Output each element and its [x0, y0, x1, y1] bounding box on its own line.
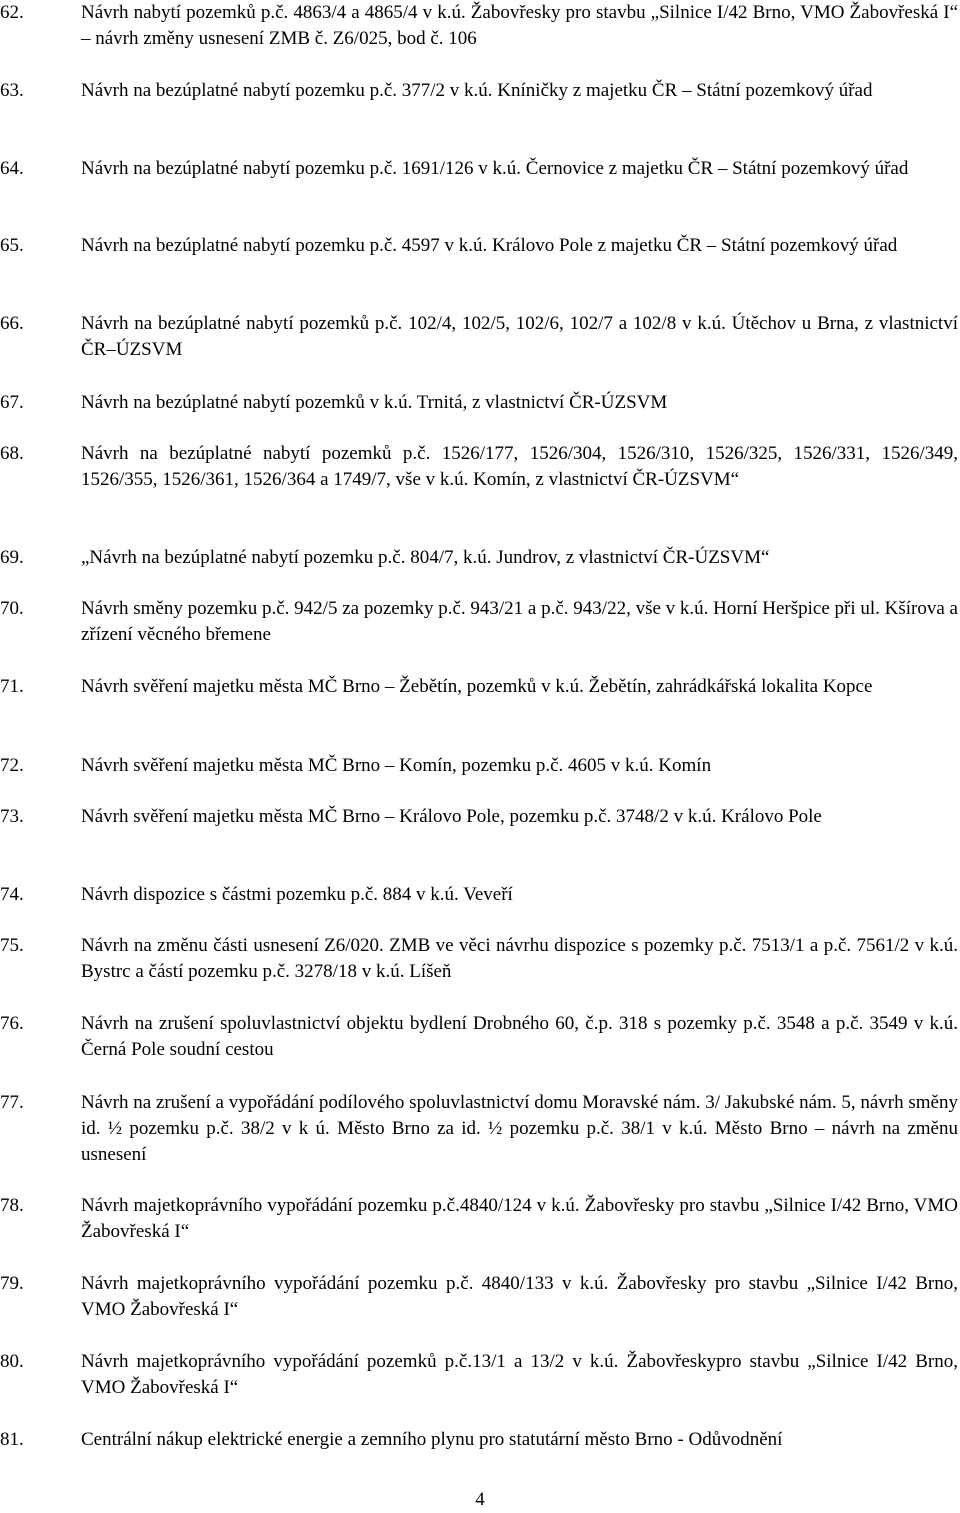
item-text: Návrh na bezúplatné nabytí pozemků p.č. 102/4, 102/5, 102/6, 102/7 a 102/8 v k.ú. Útěchov u Brna, z vlastnictví ČR–ÚZSVM: [81, 313, 958, 360]
item-number: 78.: [0, 1195, 24, 1216]
item-number: 79.: [0, 1273, 24, 1294]
item-number: 77.: [0, 1092, 24, 1113]
item-text: Návrh směny pozemku p.č. 942/5 za pozemky p.č. 943/21 a p.č. 943/22, vše v k.ú. Horní Heršpice při ul. Kšírova a zřízení věcného břemene: [81, 598, 958, 645]
item-number: 63.: [0, 80, 24, 101]
item-number: 80.: [0, 1351, 24, 1372]
item-text: „Návrh na bezúplatné nabytí pozemku p.č. 804/7, k.ú. Jundrov, z vlastnictví ČR-ÚZSVM“: [81, 547, 770, 568]
item-text: Návrh na změnu části usnesení Z6/020. ZMB ve věci návrhu dispozice s pozemky p.č. 7513/1 a p.č. 7561/2 v k.ú. Bystrc a částí pozemku p.č. 3278/18 v k.ú. Líšeň: [81, 935, 958, 982]
item-text: Návrh nabytí pozemků p.č. 4863/4 a 4865/4 v k.ú. Žabovřesky pro stavbu „Silnice I/42 Brno, VMO Žabovřeská I“ – návrh změny usnesení ZMB č. Z6/025, bod č. 106: [81, 2, 958, 49]
item-text: Návrh na bezúplatné nabytí pozemku p.č. 1691/126 v k.ú. Černovice z majetku ČR – Státní pozemkový úřad: [81, 158, 909, 179]
item-number: 73.: [0, 806, 24, 827]
item-number: 71.: [0, 676, 24, 697]
item-text: Návrh na bezúplatné nabytí pozemku p.č. 4597 v k.ú. Královo Pole z majetku ČR – Státní pozemkový úřad: [81, 235, 898, 256]
item-text: Návrh svěření majetku města MČ Brno – Komín, pozemku p.č. 4605 v k.ú. Komín: [81, 755, 712, 776]
item-text: Centrální nákup elektrické energie a zemního plynu pro statutární město Brno - Odůvodnění: [81, 1429, 783, 1450]
page-number: 4: [475, 1489, 485, 1510]
item-number: 74.: [0, 884, 24, 905]
item-number: 68.: [0, 443, 24, 464]
item-text: Návrh svěření majetku města MČ Brno – Královo Pole, pozemku p.č. 3748/2 v k.ú. Královo Pole: [81, 806, 822, 827]
item-number: 75.: [0, 935, 24, 956]
item-text: Návrh majetkoprávního vypořádání pozemků p.č.13/1 a 13/2 v k.ú. Žabovřeskypro stavbu „Silnice I/42 Brno, VMO Žabovřeská I“: [81, 1351, 958, 1398]
item-number: 66.: [0, 313, 24, 334]
item-number: 64.: [0, 158, 24, 179]
item-number: 69.: [0, 547, 24, 568]
item-number: 65.: [0, 235, 24, 256]
item-number: 81.: [0, 1429, 24, 1450]
item-text: Návrh na zrušení spoluvlastnictví objektu bydlení Drobného 60, č.p. 318 s pozemky p.č. 3548 a p.č. 3549 v k.ú. Černá Pole soudní cestou: [81, 1013, 958, 1060]
item-text: Návrh na zrušení a vypořádání podílového spoluvlastnictví domu Moravské nám. 3/ Jakubské nám. 5, návrh směny id. ½ pozemku p.č. 38/2 v k ú. Město Brno za id. ½ pozemku p.č. 38/1 v k.ú. Město Brno – návrh na změnu usnesení: [81, 1092, 958, 1165]
item-text: Návrh majetkoprávního vypořádání pozemku p.č. 4840/133 v k.ú. Žabovřesky pro stavbu „Silnice I/42 Brno, VMO Žabovřeská I“: [81, 1273, 958, 1320]
item-text: Návrh svěření majetku města MČ Brno – Žebětín, pozemků v k.ú. Žebětín, zahrádkářská lokalita Kopce: [81, 676, 873, 697]
item-number: 62.: [0, 2, 24, 23]
item-text: Návrh majetkoprávního vypořádání pozemku p.č.4840/124 v k.ú. Žabovřesky pro stavbu „Silnice I/42 Brno, VMO Žabovřeská I“: [81, 1195, 958, 1242]
item-number: 76.: [0, 1013, 24, 1034]
item-text: Návrh na bezúplatné nabytí pozemků v k.ú. Trnitá, z vlastnictví ČR-ÚZSVM: [81, 392, 668, 413]
item-number: 72.: [0, 755, 24, 776]
item-text: Návrh na bezúplatné nabytí pozemku p.č. 377/2 v k.ú. Kníničky z majetku ČR – Státní pozemkový úřad: [81, 80, 873, 101]
item-number: 70.: [0, 598, 24, 619]
item-text: Návrh dispozice s částmi pozemku p.č. 884 v k.ú. Veveří: [81, 884, 513, 905]
item-text: Návrh na bezúplatné nabytí pozemků p.č. 1526/177, 1526/304, 1526/310, 1526/325, 1526/331, 1526/349, 1526/355, 1526/361, 1526/364 a 1749/7, vše v k.ú. Komín, z vlastnictví ČR-ÚZSVM“: [81, 443, 958, 490]
item-number: 67.: [0, 392, 24, 413]
